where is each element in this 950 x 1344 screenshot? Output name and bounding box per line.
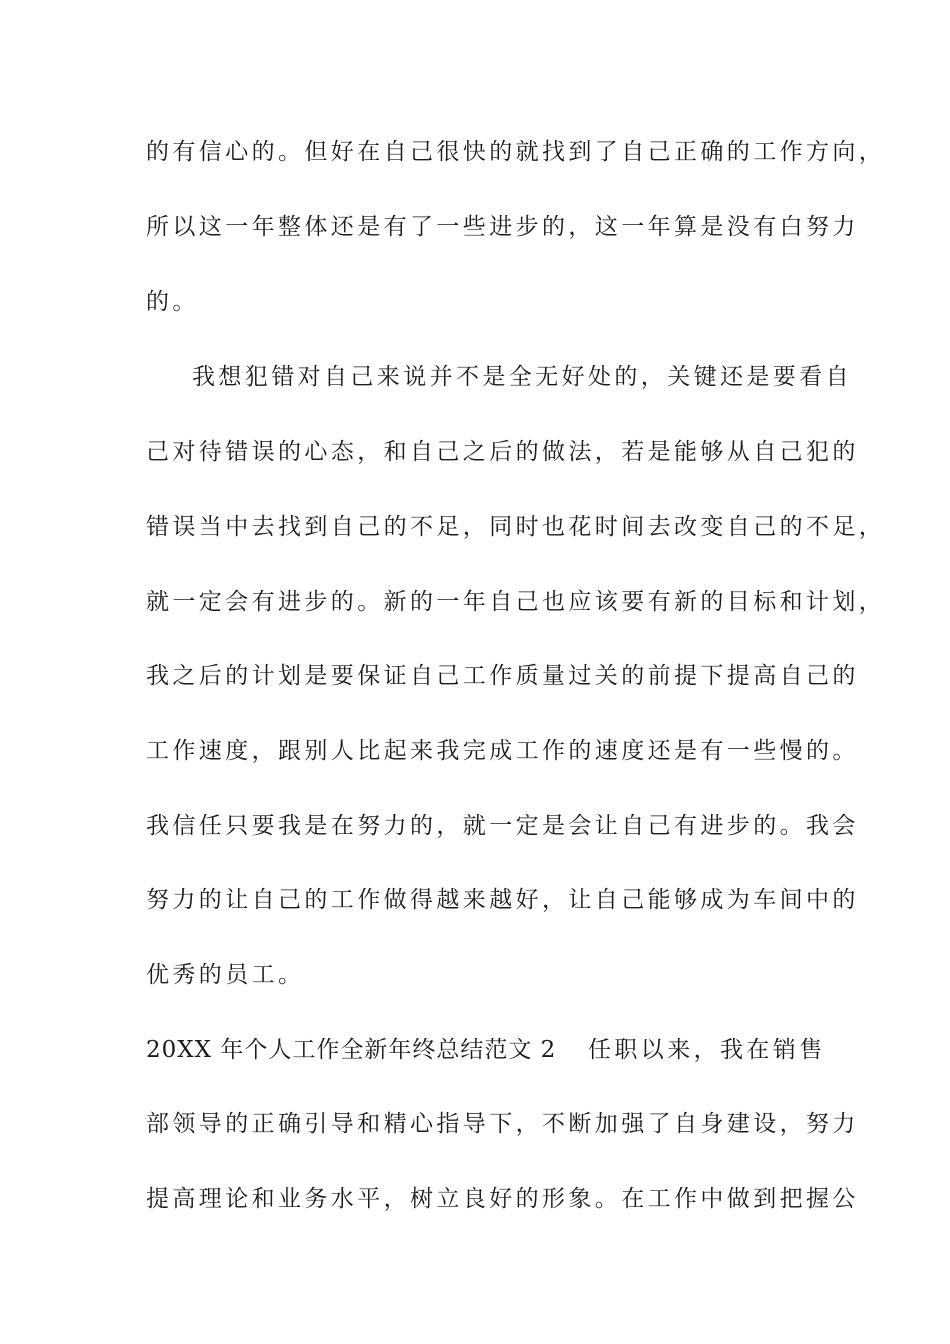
text-line: 所以这一年整体还是有了一些进步的，这一年算是没有白努力 [146, 214, 859, 240]
section-title: 20XX 年个人工作全新年终总结范文 2 [146, 1037, 557, 1063]
text-line: 我想犯错对自己来说并不是全无好处的，关键还是要看自 [192, 364, 852, 390]
text-line: 努力的让自己的工作做得越来越好，让自己能够成为车间中的 [146, 887, 859, 913]
text-line: 工作速度，跟别人比起来我完成工作的速度还是有一些慢的。 [146, 738, 859, 764]
text-line: 部领导的正确引导和精心指导下，不断加强了自身建设，努力 [146, 1111, 859, 1137]
text-line: 我信任只要我是在努力的，就一定是会让自己有进步的。我会 [146, 813, 859, 839]
text-line: 提高理论和业务水平，树立良好的形象。在工作中做到把握公 [146, 1186, 859, 1212]
text-line: 的有信心的。但好在自己很快的就找到了自己正确的工作方向， [146, 139, 886, 165]
text-line: 的。 [146, 289, 199, 315]
text-line: 就一定会有进步的。新的一年自己也应该要有新的目标和计划， [146, 589, 886, 615]
text-line: 错误当中去找到自己的不足，同时也花时间去改变自己的不足， [146, 514, 886, 540]
section-heading-line [146, 1030, 826, 1070]
text-line: 优秀的员工。 [146, 962, 305, 988]
text-line: 任职以来，我在销售 [588, 1037, 826, 1063]
text-line: 我之后的计划是要保证自己工作质量过关的前提下提高自己的 [146, 663, 859, 689]
text-line: 己对待错误的心态，和自己之后的做法，若是能够从自己犯的 [146, 439, 859, 465]
